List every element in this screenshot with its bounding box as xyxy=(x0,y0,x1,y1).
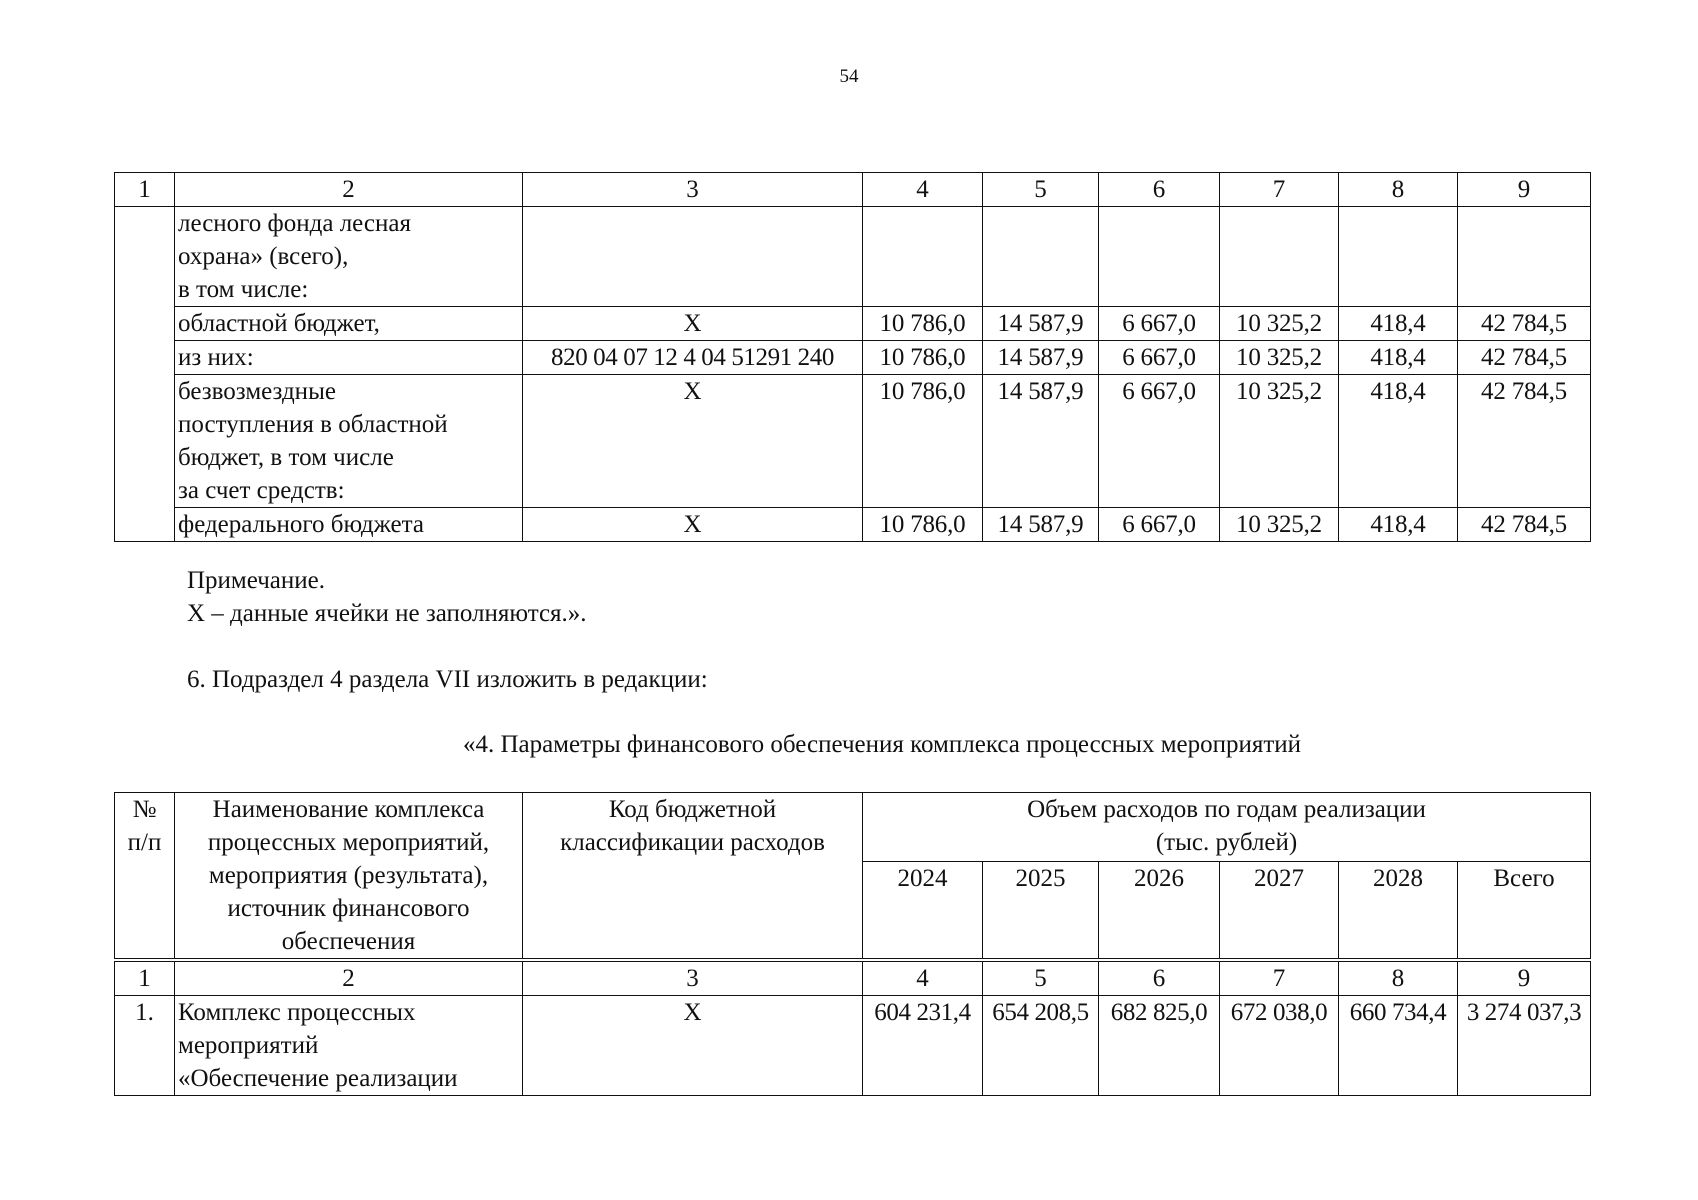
column-number: 3 xyxy=(523,960,863,996)
value-cell: 418,4 xyxy=(1339,341,1458,375)
value-cell: 660 734,4 xyxy=(1339,996,1458,1096)
column-number: 5 xyxy=(983,173,1099,207)
value-cell: 14 587,9 xyxy=(983,375,1099,508)
value-cell xyxy=(1339,207,1458,307)
column-number: 6 xyxy=(1099,173,1220,207)
budget-code-cell: X xyxy=(523,996,863,1096)
value-cell: 10 786,0 xyxy=(863,375,983,508)
value-cell xyxy=(1220,207,1339,307)
value-cell xyxy=(1458,207,1591,307)
column-number-row xyxy=(115,173,1591,207)
value-cell: 10 325,2 xyxy=(1220,508,1339,542)
value-cell: 42 784,5 xyxy=(1458,341,1591,375)
header-line: п/п xyxy=(127,829,162,856)
header-line: классификации расходов xyxy=(560,829,825,856)
value-cell: 3 274 037,3 xyxy=(1458,996,1591,1096)
row-name-line: лесного фонда лесная xyxy=(178,210,411,237)
financing-parameters-table xyxy=(114,792,1591,1096)
value-cell: 672 038,0 xyxy=(1220,996,1339,1096)
column-number-row xyxy=(115,960,1591,996)
value-cell: 14 587,9 xyxy=(983,341,1099,375)
header-line: № xyxy=(132,796,157,823)
row-name-line: охрана» (всего), xyxy=(178,243,349,270)
value-cell: 42 784,5 xyxy=(1458,307,1591,341)
budget-code-cell: X xyxy=(523,508,863,542)
note-title: Примечание. xyxy=(187,567,326,594)
page-number: 54 xyxy=(839,66,859,87)
row-name-line: мероприятий xyxy=(178,1032,319,1059)
year-header: 2028 xyxy=(1339,861,1458,960)
code-column-header xyxy=(523,793,863,961)
value-cell: 14 587,9 xyxy=(983,307,1099,341)
table-row xyxy=(115,307,1591,341)
row-name-cell xyxy=(175,207,523,307)
value-cell: 14 587,9 xyxy=(983,508,1099,542)
number-column-header xyxy=(115,793,175,961)
row-name-cell xyxy=(175,508,523,542)
value-cell: 6 667,0 xyxy=(1099,375,1220,508)
header-line: Код бюджетной xyxy=(608,796,777,823)
year-header: 2025 xyxy=(983,861,1099,960)
row-number-cell xyxy=(115,207,175,542)
column-number: 9 xyxy=(1458,173,1591,207)
budget-code-cell: X xyxy=(523,307,863,341)
year-header: 2024 xyxy=(863,861,983,960)
budget-code-cell xyxy=(523,207,863,307)
row-name-cell xyxy=(175,375,523,508)
name-column-header xyxy=(175,793,523,961)
section-title: «4. Параметры финансового обеспечения комплекса процессных мероприятий xyxy=(462,731,1302,758)
column-number: 3 xyxy=(523,173,863,207)
row-name-line: Комплекс процессных xyxy=(178,999,416,1026)
value-cell: 10 325,2 xyxy=(1220,341,1339,375)
value-cell: 10 325,2 xyxy=(1220,307,1339,341)
header-row xyxy=(115,793,1591,862)
header-line: обеспечения xyxy=(281,928,416,955)
note-text: X – данные ячейки не заполняются.». xyxy=(187,600,587,627)
year-header: 2026 xyxy=(1099,861,1220,960)
row-name-cell xyxy=(175,307,523,341)
table-row xyxy=(115,508,1591,542)
instruction-text: 6. Подраздел 4 раздела VII изложить в редакции: xyxy=(187,666,708,693)
column-number: 9 xyxy=(1458,960,1591,996)
year-header: 2027 xyxy=(1220,861,1339,960)
row-name-line: областной бюджет, xyxy=(178,310,380,337)
value-cell: 10 786,0 xyxy=(863,508,983,542)
row-name-line: безвозмездные xyxy=(178,378,336,405)
table-row xyxy=(115,207,1591,307)
value-cell: 42 784,5 xyxy=(1458,508,1591,542)
column-number: 4 xyxy=(863,173,983,207)
value-cell xyxy=(863,207,983,307)
budget-table-continuation xyxy=(114,172,1591,542)
column-number: 7 xyxy=(1220,173,1339,207)
column-number: 7 xyxy=(1220,960,1339,996)
value-cell: 10 786,0 xyxy=(863,341,983,375)
value-cell xyxy=(1099,207,1220,307)
value-cell: 10 325,2 xyxy=(1220,375,1339,508)
header-line: источник финансового xyxy=(227,895,470,922)
value-cell: 6 667,0 xyxy=(1099,307,1220,341)
value-cell: 418,4 xyxy=(1339,375,1458,508)
header-line: Наименование комплекса xyxy=(212,796,485,823)
column-number: 1 xyxy=(115,173,175,207)
row-name-cell xyxy=(175,341,523,375)
row-name-cell xyxy=(175,996,523,1096)
row-name-line: поступления в областной xyxy=(178,411,448,438)
value-cell xyxy=(983,207,1099,307)
row-number-cell: 1. xyxy=(115,996,175,1096)
value-cell: 6 667,0 xyxy=(1099,508,1220,542)
value-cell: 418,4 xyxy=(1339,307,1458,341)
table-row xyxy=(115,996,1591,1096)
header-line: Объем расходов по годам реализации xyxy=(1027,796,1426,823)
row-name-line: в том числе: xyxy=(178,276,309,303)
value-cell: 418,4 xyxy=(1339,508,1458,542)
table-row xyxy=(115,375,1591,508)
value-cell: 42 784,5 xyxy=(1458,375,1591,508)
value-cell: 654 208,5 xyxy=(983,996,1099,1096)
header-line: процессных мероприятий, xyxy=(207,829,490,856)
column-number: 1 xyxy=(115,960,175,996)
row-name-line: «Обеспечение реализации xyxy=(178,1065,458,1092)
header-line: (тыс. рублей) xyxy=(1155,829,1298,856)
value-cell: 6 667,0 xyxy=(1099,341,1220,375)
total-header: Всего xyxy=(1458,861,1591,960)
value-cell: 604 231,4 xyxy=(863,996,983,1096)
row-name-line: федерального бюджета xyxy=(178,511,424,538)
value-cell: 682 825,0 xyxy=(1099,996,1220,1096)
column-number: 8 xyxy=(1339,173,1458,207)
header-line: мероприятия (результата), xyxy=(208,862,489,889)
row-name-line: за счет средств: xyxy=(178,477,345,504)
column-number: 8 xyxy=(1339,960,1458,996)
column-number: 5 xyxy=(983,960,1099,996)
row-name-line: из них: xyxy=(178,344,254,371)
budget-code-cell: X xyxy=(523,375,863,508)
column-number: 2 xyxy=(175,960,523,996)
column-number: 2 xyxy=(175,173,523,207)
expenses-group-header xyxy=(863,793,1591,862)
value-cell: 10 786,0 xyxy=(863,307,983,341)
column-number: 6 xyxy=(1099,960,1220,996)
table-row xyxy=(115,341,1591,375)
column-number: 4 xyxy=(863,960,983,996)
budget-code-cell: 820 04 07 12 4 04 51291 240 xyxy=(523,341,863,375)
row-name-line: бюджет, в том числе xyxy=(178,444,394,471)
